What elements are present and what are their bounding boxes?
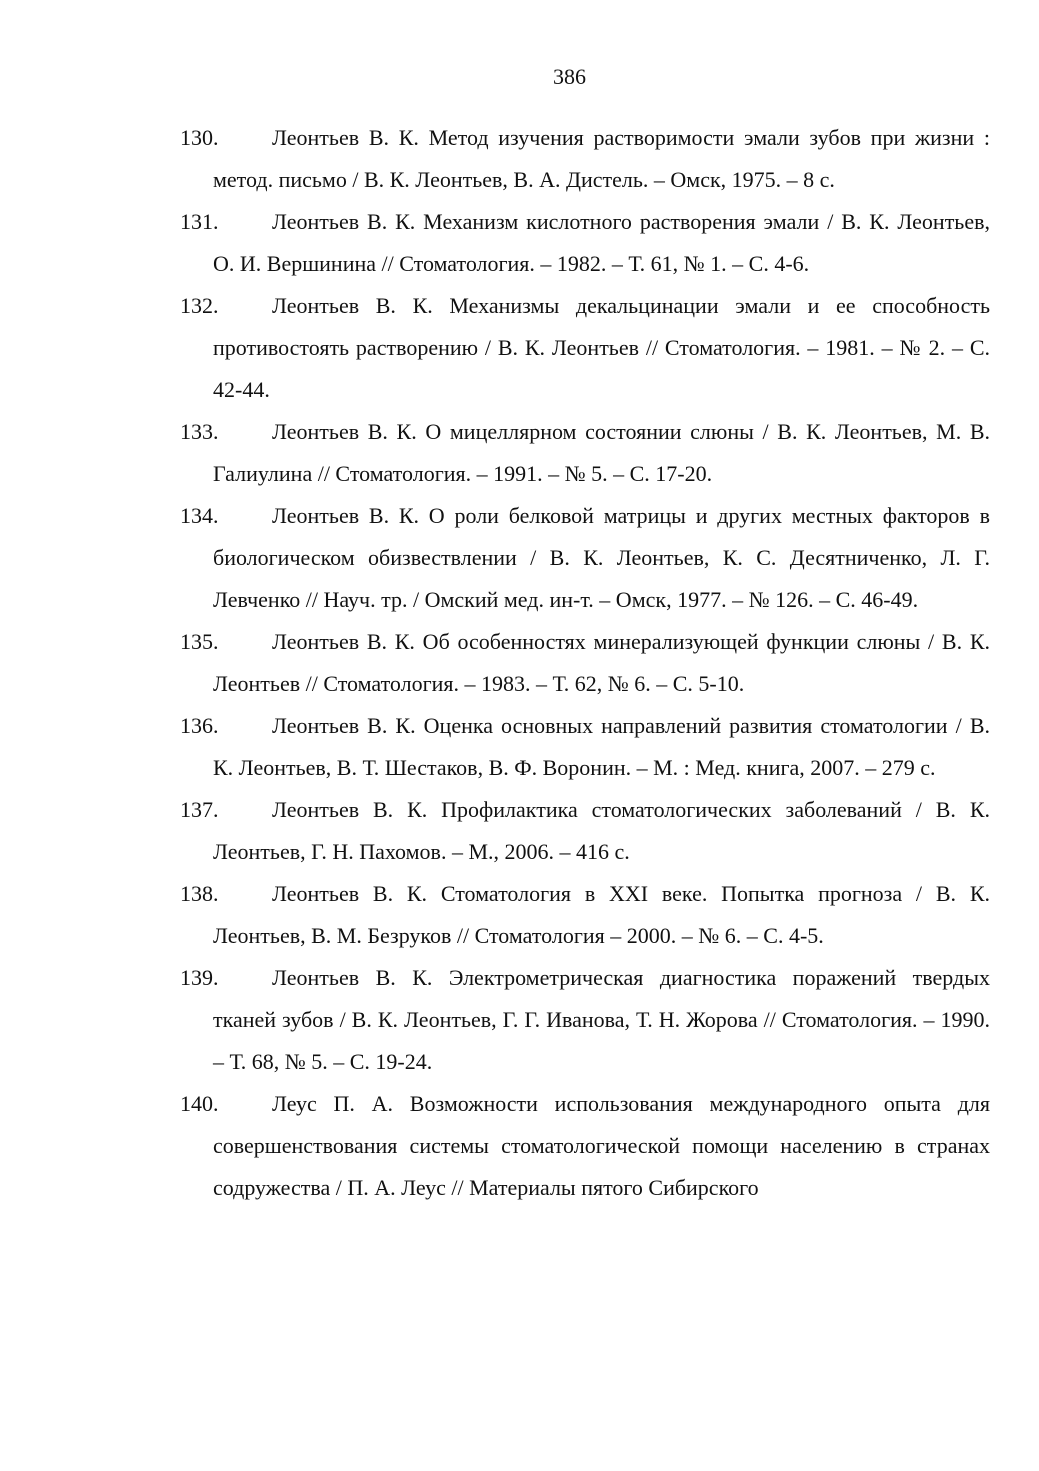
reference-number: 134.: [180, 503, 219, 528]
reference-item: [180, 957, 990, 1083]
reference-item: [180, 873, 990, 957]
reference-item: [180, 1083, 990, 1209]
reference-number: 132.: [180, 293, 219, 318]
reference-number: 135.: [180, 629, 219, 654]
reference-text: Леонтьев В. К. Стоматология в XXI веке. Попытка прогноза / В. К. Леонтьев, В. М. Безруков // Стоматология – 2000. – № 6. – С. 4-5.: [213, 881, 990, 948]
reference-text: Леонтьев В. К. Метод изучения растворимости эмали зубов при жизни : метод. письмо / В. К. Леонтьев, В. А. Дистель. – Омск, 1975. – 8 с.: [213, 125, 990, 192]
reference-text: Леонтьев В. К. Электрометрическая диагностика поражений твердых тканей зубов / В. К. Леонтьев, Г. Г. Иванова, Т. Н. Жорова // Стоматология. – 1990. – Т. 68, № 5. – С. 19-24.: [213, 965, 990, 1074]
reference-text: Леонтьев В. К. Механизм кислотного растворения эмали / В. К. Леонтьев, О. И. Вершинина // Стоматология. – 1982. – Т. 61, № 1. – С. 4-6.: [213, 209, 990, 276]
reference-item: [180, 201, 990, 285]
reference-number: 131.: [180, 209, 219, 234]
reference-item: [180, 285, 990, 411]
reference-number: 140.: [180, 1091, 219, 1116]
reference-number: 133.: [180, 419, 219, 444]
reference-item: [180, 789, 990, 873]
reference-item: [180, 705, 990, 789]
reference-list: [180, 117, 990, 1209]
reference-item: [180, 621, 990, 705]
reference-text: Леус П. А. Возможности использования международного опыта для совершенствования системы стоматологической помощи населению в странах содружества / П. А. Леус // Материалы пятого Сибирского: [213, 1091, 990, 1200]
reference-number: 139.: [180, 965, 219, 990]
page-number: 386: [553, 64, 586, 89]
reference-number: 136.: [180, 713, 219, 738]
reference-number: 130.: [180, 125, 219, 150]
reference-number: 138.: [180, 881, 219, 906]
reference-number: 137.: [180, 797, 219, 822]
reference-item: [180, 411, 990, 495]
reference-text: Леонтьев В. К. Об особенностях минерализующей функции слюны / В. К. Леонтьев // Стоматология. – 1983. – Т. 62, № 6. – С. 5-10.: [213, 629, 990, 696]
reference-item: [180, 495, 990, 621]
reference-text: Леонтьев В. К. Профилактика стоматологических заболеваний / В. К. Леонтьев, Г. Н. Пахомов. – М., 2006. – 416 с.: [213, 797, 990, 864]
reference-text: Леонтьев В. К. Механизмы декальцинации эмали и ее способность противостоять растворению / В. К. Леонтьев // Стоматология. – 1981. – № 2. – С. 42-44.: [213, 293, 990, 402]
reference-text: Леонтьев В. К. О мицеллярном состоянии слюны / В. К. Леонтьев, М. В. Галиулина // Стоматология. – 1991. – № 5. – С. 17-20.: [213, 419, 990, 486]
reference-text: Леонтьев В. К. Оценка основных направлений развития стоматологии / В. К. Леонтьев, В. Т. Шестаков, В. Ф. Воронин. – М. : Мед. книга, 2007. – 279 с.: [213, 713, 990, 780]
reference-item: [180, 117, 990, 201]
reference-text: Леонтьев В. К. О роли белковой матрицы и других местных факторов в биологическом обизвествлении / В. К. Леонтьев, К. С. Десятниченко, Л. Г. Левченко // Науч. тр. / Омский мед. ин-т. – Омск, 1977. – № 126. – С. 46-49.: [213, 503, 990, 612]
